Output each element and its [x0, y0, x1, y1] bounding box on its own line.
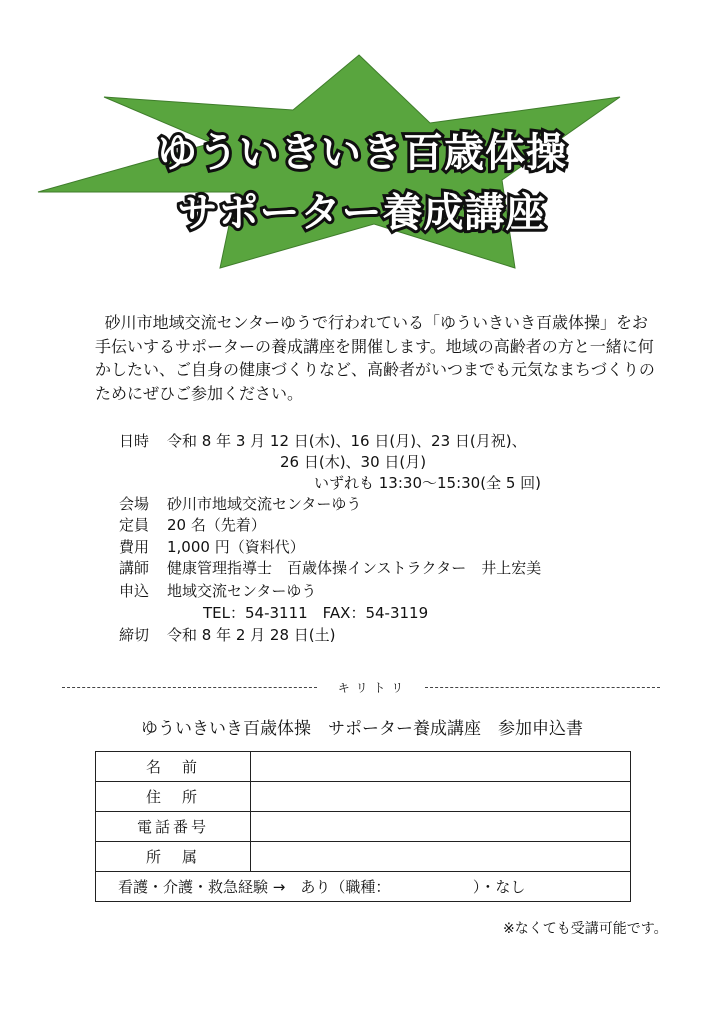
instructor-row [119, 557, 541, 578]
fee-row [119, 536, 305, 557]
cut-line-label: キ リ ト リ [337, 681, 405, 695]
apply-row [119, 580, 316, 601]
name-label: 名 前 [96, 752, 251, 782]
venue-row [119, 493, 361, 514]
form-row-phone [96, 812, 631, 842]
venue-value: 砂川市地域交流センターゆう [167, 495, 362, 513]
address-field[interactable] [251, 782, 631, 812]
form-row-affiliation [96, 842, 631, 872]
phone-label: 電話番号 [96, 812, 251, 842]
fee-value: 1,000 円（資料代） [167, 538, 305, 556]
affiliation-field[interactable] [251, 842, 631, 872]
date-line1: 令和 8 年 3 月 12 日(木)、16 日(月)、23 日(月祝)、 [167, 432, 527, 450]
intro-paragraph: 砂川市地域交流センターゆうで行われている「ゆういきいき百歳体操」をお手伝いするサポーターの養成講座を開催します。地域の高齢者の方と一緒に何かしたい、ご自身の健康づくりなど、高齢者がいつまでも元気なまちづくりのためにぜひご参加ください。 [95, 313, 655, 403]
page-title: ゆういきいき百歳体操 [157, 130, 567, 176]
cut-line-left [62, 687, 317, 688]
phone-field[interactable] [251, 812, 631, 842]
cut-line-right [425, 687, 660, 688]
cut-line [62, 679, 660, 695]
date-label: 日時 [119, 432, 150, 450]
apply-label: 申込 [119, 582, 150, 600]
venue-label: 会場 [119, 495, 150, 513]
form-row-name [96, 752, 631, 782]
contact-info: TEL：54-3111 FAX：54-3119 [203, 604, 429, 622]
capacity-label: 定員 [119, 516, 150, 534]
fee-label: 費用 [119, 538, 150, 556]
capacity-row [119, 514, 266, 535]
capacity-value: 20 名（先着） [167, 516, 266, 534]
apply-value: 地域交流センターゆう [167, 582, 317, 600]
form-row-experience [96, 872, 631, 902]
experience-row[interactable]: 看護・介護・救急経験 → あり（職種： ）・なし [96, 872, 631, 902]
instructor-value: 健康管理指導士 百歳体操インストラクター 井上宏美 [167, 559, 542, 577]
application-form [95, 751, 631, 902]
note-text: ※なくても受講可能です。 [503, 921, 668, 937]
deadline-value: 令和 8 年 2 月 28 日(土) [167, 626, 336, 644]
form-title: ゆういきいき百歳体操 サポーター養成講座 参加申込書 [141, 719, 583, 739]
address-label: 住 所 [96, 782, 251, 812]
date-line3: いずれも 13:30～15:30(全 5 回) [314, 474, 542, 492]
instructor-label: 講師 [119, 559, 150, 577]
affiliation-label: 所 属 [96, 842, 251, 872]
deadline-row [119, 624, 336, 645]
page-subtitle: サポーター養成講座 [177, 190, 547, 236]
date-line2: 26 日(木)、30 日(月) [280, 453, 427, 471]
date-row [119, 430, 527, 451]
deadline-label: 締切 [119, 626, 150, 644]
form-row-address [96, 782, 631, 812]
name-field[interactable] [251, 752, 631, 782]
